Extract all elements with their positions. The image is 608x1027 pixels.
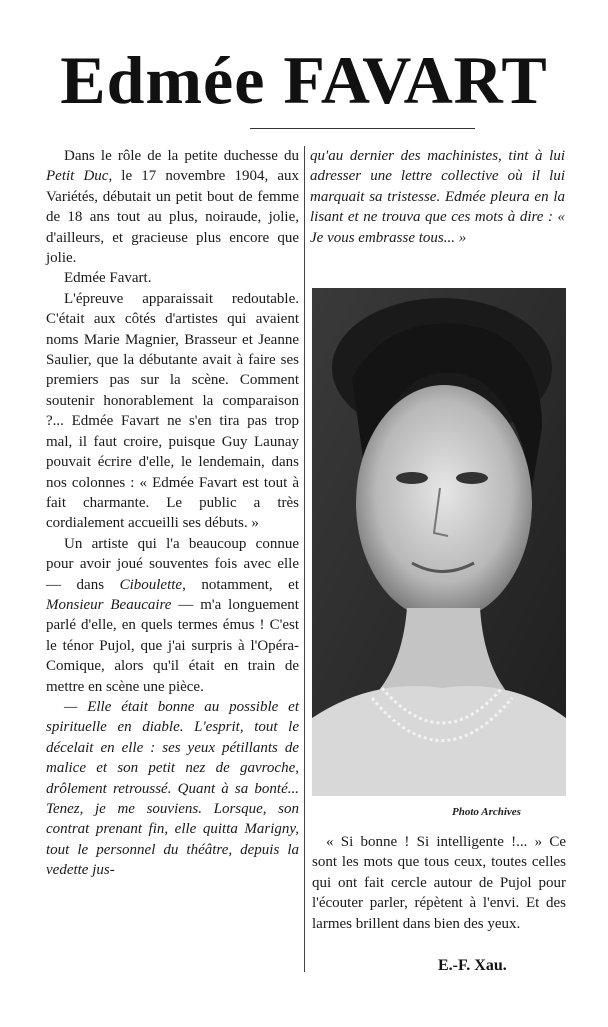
photo-credit: Photo Archives bbox=[452, 806, 521, 818]
column-divider bbox=[304, 146, 305, 972]
left-column bbox=[46, 146, 299, 881]
title-rule bbox=[250, 128, 475, 129]
paragraph-epreuve: L'épreuve apparaissait redoutable. C'était aux côtés d'artistes qui avaient noms Marie Magnier, Brasseur et Jeanne Saulier, que la débutante avait à faire ses premiers pas sur la scène. Comment soutenir honorablement la comparaison ?... Edmée Favart ne s'en tira pas trop mal, il faut croire, puisque Guy Launay pouvait écrire d'elle, le lendemain, dans nos colonnes : « Edmée Favart est tout à fait charmante. Le public a très cordialement accueilli ses débuts. » bbox=[46, 290, 299, 532]
work-title-monsieur-beaucaire: Monsieur Beaucaire bbox=[46, 596, 172, 613]
author-signature: E.-F. Xau. bbox=[438, 957, 507, 974]
article-title: Edmée FAVART bbox=[60, 42, 548, 118]
paragraph-quote: — Elle était bonne au possible et spirituelle en diable. L'esprit, tout le décelait en elle : ses yeux pétillants de malice et son petit nez de gavroche, drôlement retroussé. Quant à sa bonté... Tenez, je me souviens. Lorsque, son contrat prenant fin, elle quitta Marigny, tout le personnel du théâtre, depuis la vedette jus- bbox=[46, 698, 299, 879]
right-column-bottom bbox=[312, 832, 566, 934]
paragraph-closing: « Si bonne ! Si intelligente !... » Ce sont les mots que tous ceux, toutes celles qui ont fait cercle autour de Pujol pour l'écouter parler, répètent à l'envi. Et des larmes brillent dans bien des yeux. bbox=[312, 834, 566, 932]
paragraph-name: Edmée Favart. bbox=[64, 270, 152, 287]
paragraph-artiste: Un artiste qui l'a beaucoup connue pour avoir joué souventes fois avec elle — dans Ciboulette, notamment, et Monsieur Beaucaire — m'a longuement parlé d'elle, en quels termes émus ! C'est le ténor Pujol, que j'ai surpris à l'Opéra-Comique, alors qu'il était en train de mettre en scène une pièce. bbox=[46, 535, 299, 695]
portrait-photo bbox=[312, 288, 566, 796]
right-column-top: qu'au dernier des machinistes, tint à lui adresser une lettre collective où il lui marquait sa tristesse. Edmée pleura en la lisant et ne trouva que ces mots à dire : « Je vous embrasse tous... » bbox=[310, 148, 565, 246]
paragraph-debut: Dans le rôle de la petite duchesse du Petit Duc, le 17 novembre 1904, aux Variétés, débutait un petit bout de femme de 18 ans tout au plus, noiraude, jolie, d'ailleurs, et gracieuse plus encore que jolie. bbox=[46, 148, 299, 267]
work-title-ciboulette: Ciboulette bbox=[119, 576, 183, 593]
work-title-petit-duc: Petit Duc bbox=[46, 168, 109, 185]
